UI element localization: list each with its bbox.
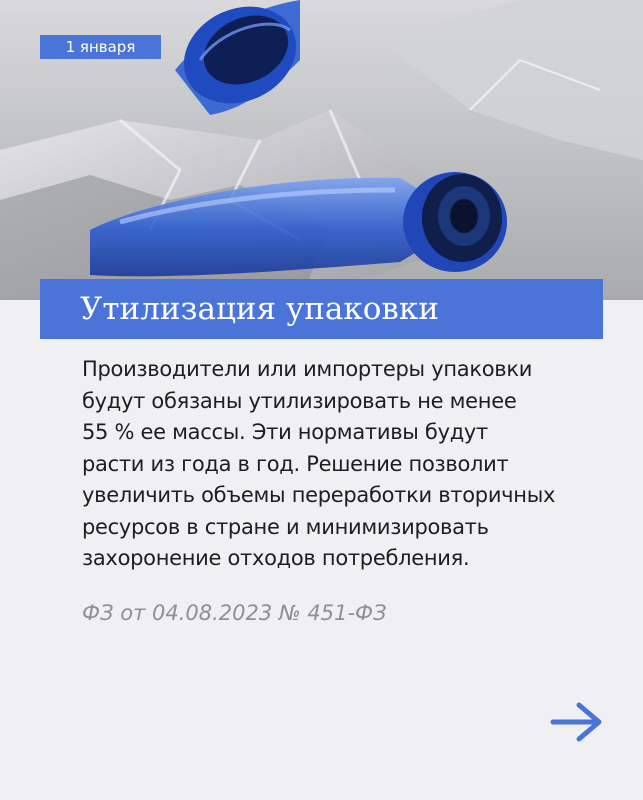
body-line: захоронение отходов потребления. xyxy=(82,546,470,570)
body-line: будут обязаны утилизировать не менее xyxy=(82,388,517,413)
body-line: 55 % ее массы. Эти нормативы будут xyxy=(82,420,488,444)
next-button[interactable] xyxy=(550,700,604,744)
title-bar xyxy=(40,279,603,339)
body-line: увеличить объемы переработки вторичных xyxy=(82,483,556,507)
body-line: ресурсов в стране и минимизировать xyxy=(82,514,489,539)
body-text xyxy=(82,354,612,575)
date-badge: 1 января xyxy=(40,35,161,59)
source-reference: ФЗ от 04.08.2023 № 451-ФЗ xyxy=(82,601,387,625)
body-line: расти из года в год. Решение позволит xyxy=(82,451,509,476)
page-title: Утилизация упаковки xyxy=(80,291,439,327)
body-line: Производители или импортеры упаковки xyxy=(82,357,533,381)
arrow-right-icon xyxy=(550,700,604,744)
